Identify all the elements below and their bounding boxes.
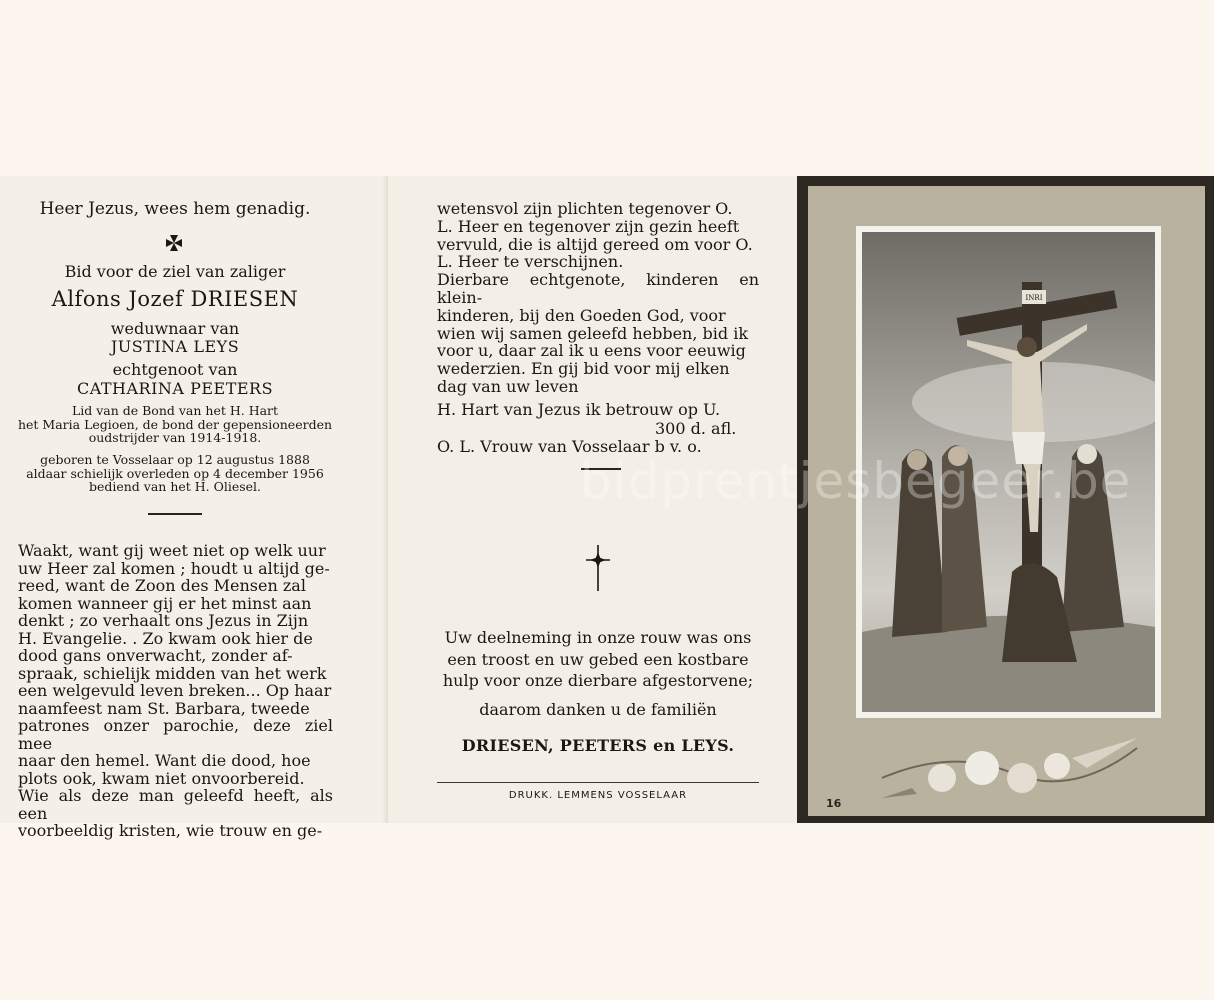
middle-body-text — [437, 200, 759, 396]
body-line: L. Heer te verschijnen. — [437, 252, 624, 272]
membership-line: het Maria Legioen, de bond der gepensioneerden — [17, 416, 333, 432]
birth-line: geboren te Vosselaar op 12 augustus 1888 — [40, 452, 310, 467]
body-line: reed, want de Zoon des Mensen zal — [18, 576, 306, 595]
body-line: patrones onzer parochie, deze ziel mee — [18, 716, 333, 753]
body-line: dood gans onverwacht, zonder af- — [18, 646, 293, 665]
thanks-text — [437, 627, 759, 692]
sacred-heart-prayer: H. Hart van Jezus ik betrouw op U. — [437, 400, 721, 419]
first-wife-name: JUSTINA LEYS — [110, 337, 240, 356]
body-line: voorbeeldig kristen, wie trouw en ge- — [18, 821, 323, 840]
membership-line: Lid van de Bond van het H. Hart — [71, 403, 279, 418]
thanks-line: hulp voor onze dierbare afgestorvene; — [442, 671, 754, 690]
body-line: komen wanneer gij er het minst aan — [18, 593, 312, 613]
maltese-cross-icon — [165, 234, 183, 252]
printer-rule — [437, 782, 759, 783]
body-line: Wie als deze man geleefd heeft, als een — [18, 786, 333, 823]
death-line: aldaar schielijk overleden op 4 december 1956 — [26, 465, 324, 481]
body-line: vervuld, die is altijd gereed om voor O. — [437, 234, 753, 254]
spouse-of: echtgenoot van — [112, 360, 238, 379]
body-line: L. Heer en tegenover zijn gezin heeft — [437, 216, 740, 236]
memberships — [0, 404, 350, 445]
body-line: naamfeest nam St. Barbara, tweede — [18, 698, 310, 718]
body-line: een welgevuld leven breken... Op haar — [18, 681, 332, 700]
second-wife-name: CATHARINA PEETERS — [76, 379, 274, 398]
body-line: voor u, daar zal ik u eens voor eeuwig — [437, 341, 746, 361]
body-line: wederzien. En gij bid voor mij elken — [437, 359, 730, 379]
left-body-text — [18, 542, 333, 840]
watermark: bidprentjesbegeer.be — [580, 452, 1132, 510]
thanks-line: een troost en uw gebed een kostbare — [447, 649, 749, 669]
family-names: DRIESEN, PEETERS en LEYS. — [461, 736, 735, 755]
card-number: 16 — [826, 797, 842, 810]
divider — [148, 513, 202, 515]
body-line: dag van uw leven — [437, 376, 579, 396]
body-line: plots ook, kwam niet onvoorbereid. — [18, 768, 305, 788]
thanks-line: Uw deelneming in onze rouw was ons — [444, 628, 752, 647]
body-line: denkt ; zo verhaalt ons Jezus in Zijn — [18, 611, 309, 630]
life-dates — [0, 453, 350, 494]
body-line: uw Heer zal komen ; houdt u altijd ge- — [18, 558, 330, 578]
body-line: spraak, schielijk midden van het werk — [18, 663, 327, 683]
body-line: Dierbare echtgenote, kinderen en klein- — [437, 270, 759, 307]
indulgence: 300 d. afl. — [655, 419, 737, 438]
body-line: H. Evangelie. . Zo kwam ook hier de — [18, 628, 313, 648]
deceased-name: Alfons Jozef DRIESEN — [51, 287, 299, 311]
body-line: wien wij samen geleefd hebben, bid ik — [437, 323, 749, 343]
inri-sign: INRI — [1025, 294, 1043, 302]
body-line: wetensvol zijn plichten tegenover O. — [437, 199, 733, 218]
body-line: kinderen, bij den Goeden God, voor — [437, 305, 726, 325]
body-line: Waakt, want gij weet niet op welk uur — [18, 541, 326, 560]
body-line: naar den hemel. Want die dood, hoe — [18, 751, 311, 770]
sacrament-line: bediend van het H. Oliesel. — [88, 479, 262, 494]
thanks-closing: daarom danken u de familiën — [479, 700, 717, 719]
ornamental-cross-icon — [585, 544, 611, 592]
flower-ornament — [872, 728, 1142, 812]
our-lady-prayer: O. L. Vrouw van Vosselaar b v. o. — [437, 437, 702, 456]
widower-of: weduwnaar van — [110, 319, 240, 338]
membership-line: oudstrijder van 1914-1918. — [88, 430, 262, 445]
printer-credit: DRUKK. LEMMENS VOSSELAAR — [508, 790, 688, 801]
invocation: Heer Jezus, wees hem genadig. — [39, 199, 311, 219]
pray-line: Bid voor de ziel van zaliger — [64, 262, 286, 281]
